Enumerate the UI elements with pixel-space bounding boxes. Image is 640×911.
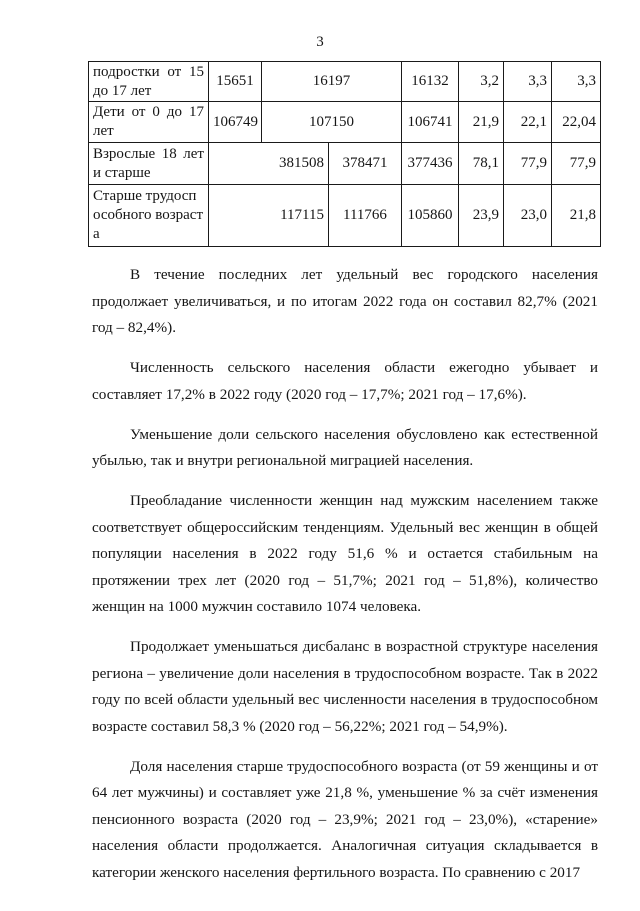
paragraph: В течение последних лет удельный вес городского населения продолжает увеличиваться, и по итогам 2022 года он составил 82,7% (2021 год – 82,4%). bbox=[92, 266, 598, 336]
cell-pct-2021: 22,1 bbox=[504, 102, 552, 143]
table-row bbox=[89, 102, 601, 143]
cell-2021: 111766 bbox=[329, 185, 402, 247]
cell-pct-2021: 3,3 bbox=[504, 62, 552, 102]
cell-2021: 378471 bbox=[329, 143, 402, 185]
paragraph: Численность сельского населения области ежегодно убывает и составляет 17,2% в 2022 году (2020 год – 17,7%; 2021 год – 17,6%). bbox=[92, 359, 598, 403]
cell-pct-2020: 23,9 bbox=[459, 185, 504, 247]
row-label: Взрослые 18 лет и старше bbox=[89, 143, 209, 185]
cell-2020: 381508 bbox=[209, 143, 329, 185]
row-label: подростки от 15 до 17 лет bbox=[89, 62, 209, 102]
page-number: 3 bbox=[316, 34, 324, 50]
row-label: Дети от 0 до 17 лет bbox=[89, 102, 209, 143]
paragraph: Преобладание численности женщин над мужским населением также соответствует общероссийским тенденциям. Удельный вес женщин в общей популяции населения в 2022 году 51,6 % и остается стабильным на протяжении трех лет (2020 год – 51,7%; 2021 год – 51,8%), количество женщин на 1000 мужчин составило 1074 человека. bbox=[92, 492, 598, 615]
age-structure-table bbox=[88, 61, 601, 247]
cell-2022: 16132 bbox=[402, 62, 459, 102]
cell-2020: 15651 bbox=[209, 62, 262, 102]
paragraph: Продолжает уменьшаться дисбаланс в возрастной структуре населения региона – увеличение доли населения в трудоспособном возрасте. Так в 2022 году по всей области удельный вес численности населения в трудоспособном возрасте составил 58,3 % (2020 год – 56,22%; 2021 год – 54,9%). bbox=[92, 638, 598, 735]
cell-2021: 16197 bbox=[262, 62, 402, 102]
cell-2020: 106749 bbox=[209, 102, 262, 143]
cell-pct-2020: 3,2 bbox=[459, 62, 504, 102]
table-row bbox=[89, 185, 601, 247]
cell-2021: 107150 bbox=[262, 102, 402, 143]
cell-2020: 117115 bbox=[209, 185, 329, 247]
cell-pct-2022: 22,04 bbox=[552, 102, 601, 143]
table-row bbox=[89, 62, 601, 102]
cell-pct-2022: 21,8 bbox=[552, 185, 601, 247]
cell-pct-2020: 78,1 bbox=[459, 143, 504, 185]
body-text bbox=[92, 262, 598, 900]
row-label: Старше трудоспособного возраста bbox=[89, 185, 209, 247]
cell-pct-2022: 3,3 bbox=[552, 62, 601, 102]
cell-pct-2020: 21,9 bbox=[459, 102, 504, 143]
cell-pct-2021: 77,9 bbox=[504, 143, 552, 185]
cell-2022: 106741 bbox=[402, 102, 459, 143]
cell-2022: 377436 bbox=[402, 143, 459, 185]
table-row bbox=[89, 143, 601, 185]
paragraph: Доля населения старше трудоспособного возраста (от 59 женщины и от 64 лет мужчины) и составляет уже 21,8 %, уменьшение % за счёт изменения пенсионного возраста (2020 год – 23,9%; 2021 год – 23,0%), «старение» населения области продолжается. Аналогичная ситуация складывается в категории женского населения фертильного возраста. По сравнению с 2017 bbox=[92, 757, 598, 881]
cell-pct-2022: 77,9 bbox=[552, 143, 601, 185]
paragraph: Уменьшение доли сельского населения обусловлено как естественной убылью, так и внутри региональной миграцией населения. bbox=[92, 425, 598, 469]
cell-2022: 105860 bbox=[402, 185, 459, 247]
cell-pct-2021: 23,0 bbox=[504, 185, 552, 247]
